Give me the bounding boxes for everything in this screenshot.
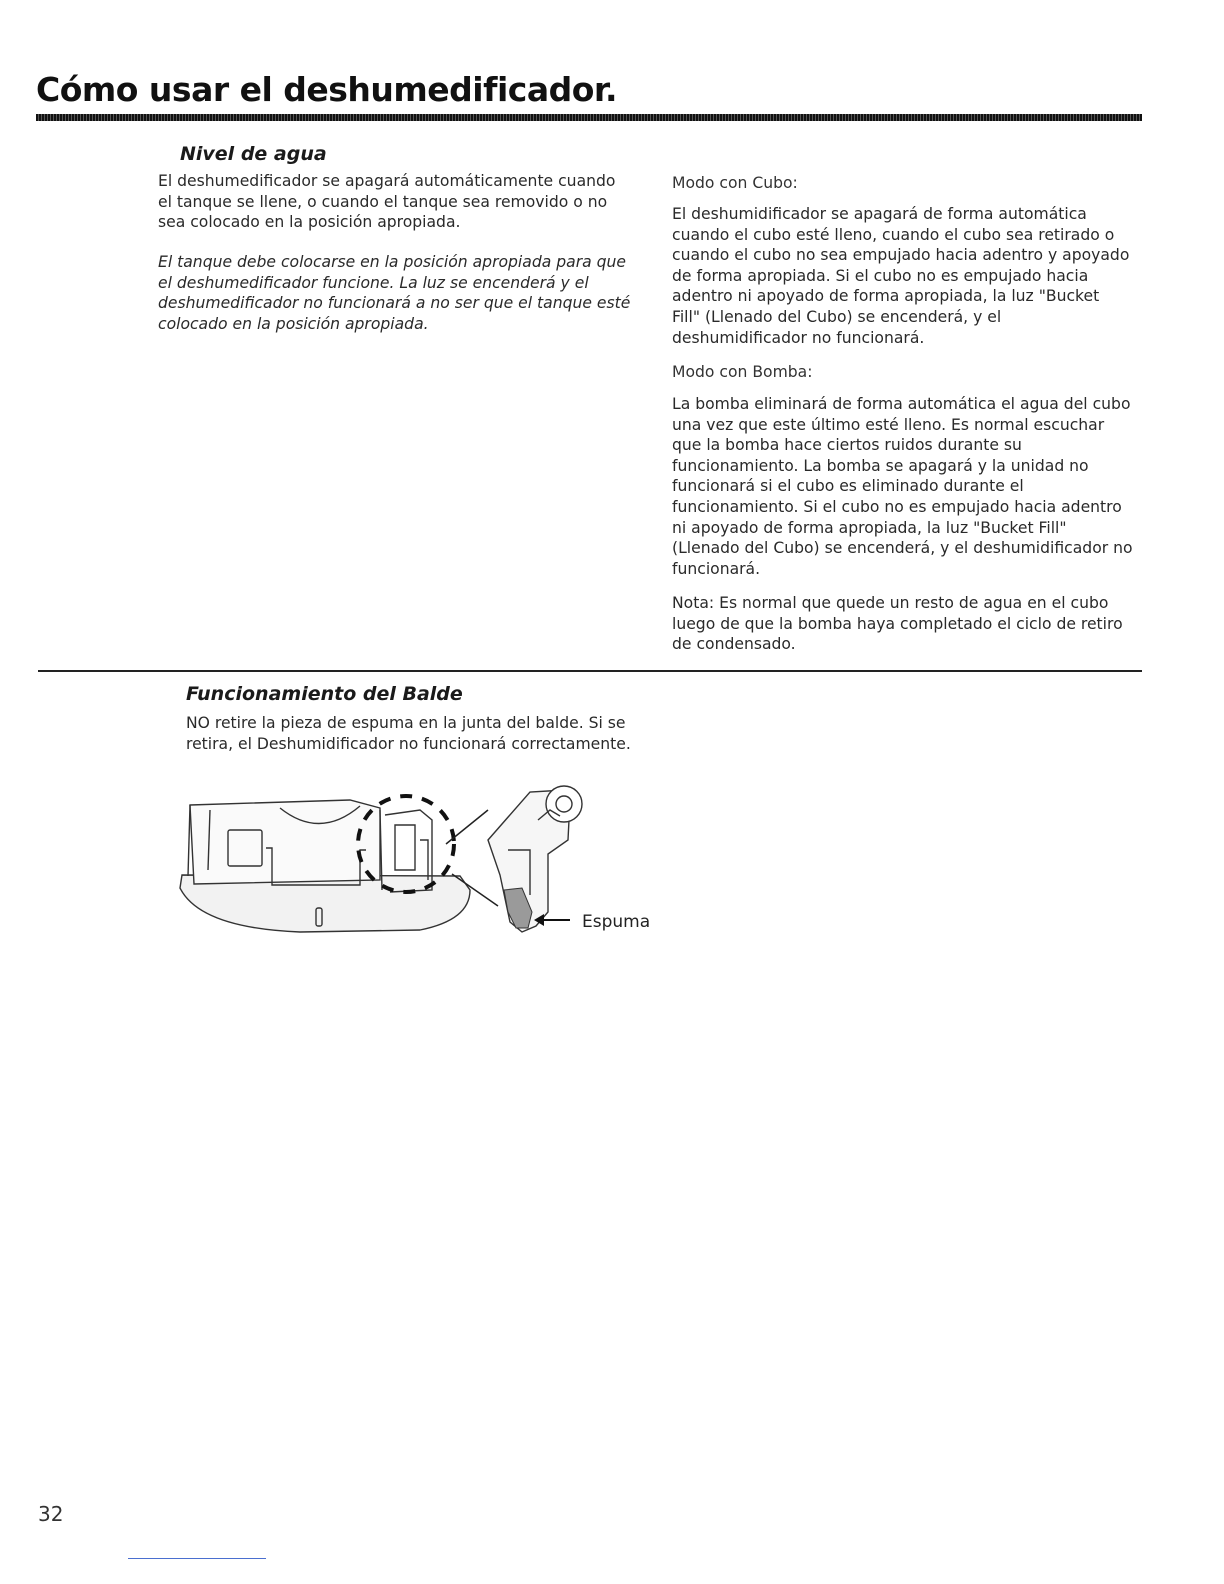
footer-link-line (128, 1558, 266, 1559)
section-rule (38, 670, 1142, 672)
bucket-mode-text: El deshumidificador se apagará de forma automática cuando el cubo esté lleno, cuando el cubo sea retirado o cuando el cubo no sea empujado hacia adentro y apoyado de forma apropiada. Si el cubo no es empujado hacia adentro ni apoyado de forma apropiada, la luz "Bucket Fill" (Llenado del Cubo) se encenderá, y el deshumidificador no funcionará. (672, 205, 1130, 347)
foam-label: Espuma (582, 912, 651, 932)
title-rule (36, 114, 1142, 121)
bucket-mode-label: Modo con Cubo: (672, 174, 798, 192)
pump-mode-label: Modo con Bomba: (672, 363, 813, 381)
water-level-heading: Nivel de agua (180, 143, 327, 165)
page-number: 32 (38, 1502, 64, 1526)
bucket-operation-text: NO retire la pieza de espuma en la junta del balde. Si se retira, el Deshumidificador no funcionará correctamente. (186, 714, 631, 753)
page-title: Cómo usar el deshumedificador. (36, 70, 618, 109)
pump-mode-text: La bomba eliminará de forma automática el agua del cubo una vez que este último esté lleno. Es normal escuchar que la bomba hace ciertos ruidos durante su funcionamiento. La bomba se apagará y la unidad no funcionará si el cubo es eliminado durante el funcionamiento. Si el cubo no es empujado hacia adentro ni apoyado de forma apropiada, la luz "Bucket Fill" (Llenado del Cubo) se encenderá, y el deshumidificador no funcionará. (672, 395, 1133, 578)
water-level-note: El tanque debe colocarse en la posición apropiada para que el deshumedificador funcione. La luz se encenderá y el deshumedificador no funcionará a no ser que el tanque esté colocado en la posición apropiada. (158, 253, 631, 333)
bucket-operation-heading: Funcionamiento del Balde (186, 683, 463, 705)
water-level-paragraph: El deshumedificador se apagará automáticamente cuando el tanque se llene, o cuando el tanque sea removido o no sea colocado en la posición apropiada. (158, 172, 616, 232)
pump-mode-note: Nota: Es normal que quede un resto de agua en el cubo luego de que la bomba haya completado el ciclo de retiro de condensado. (672, 594, 1123, 654)
